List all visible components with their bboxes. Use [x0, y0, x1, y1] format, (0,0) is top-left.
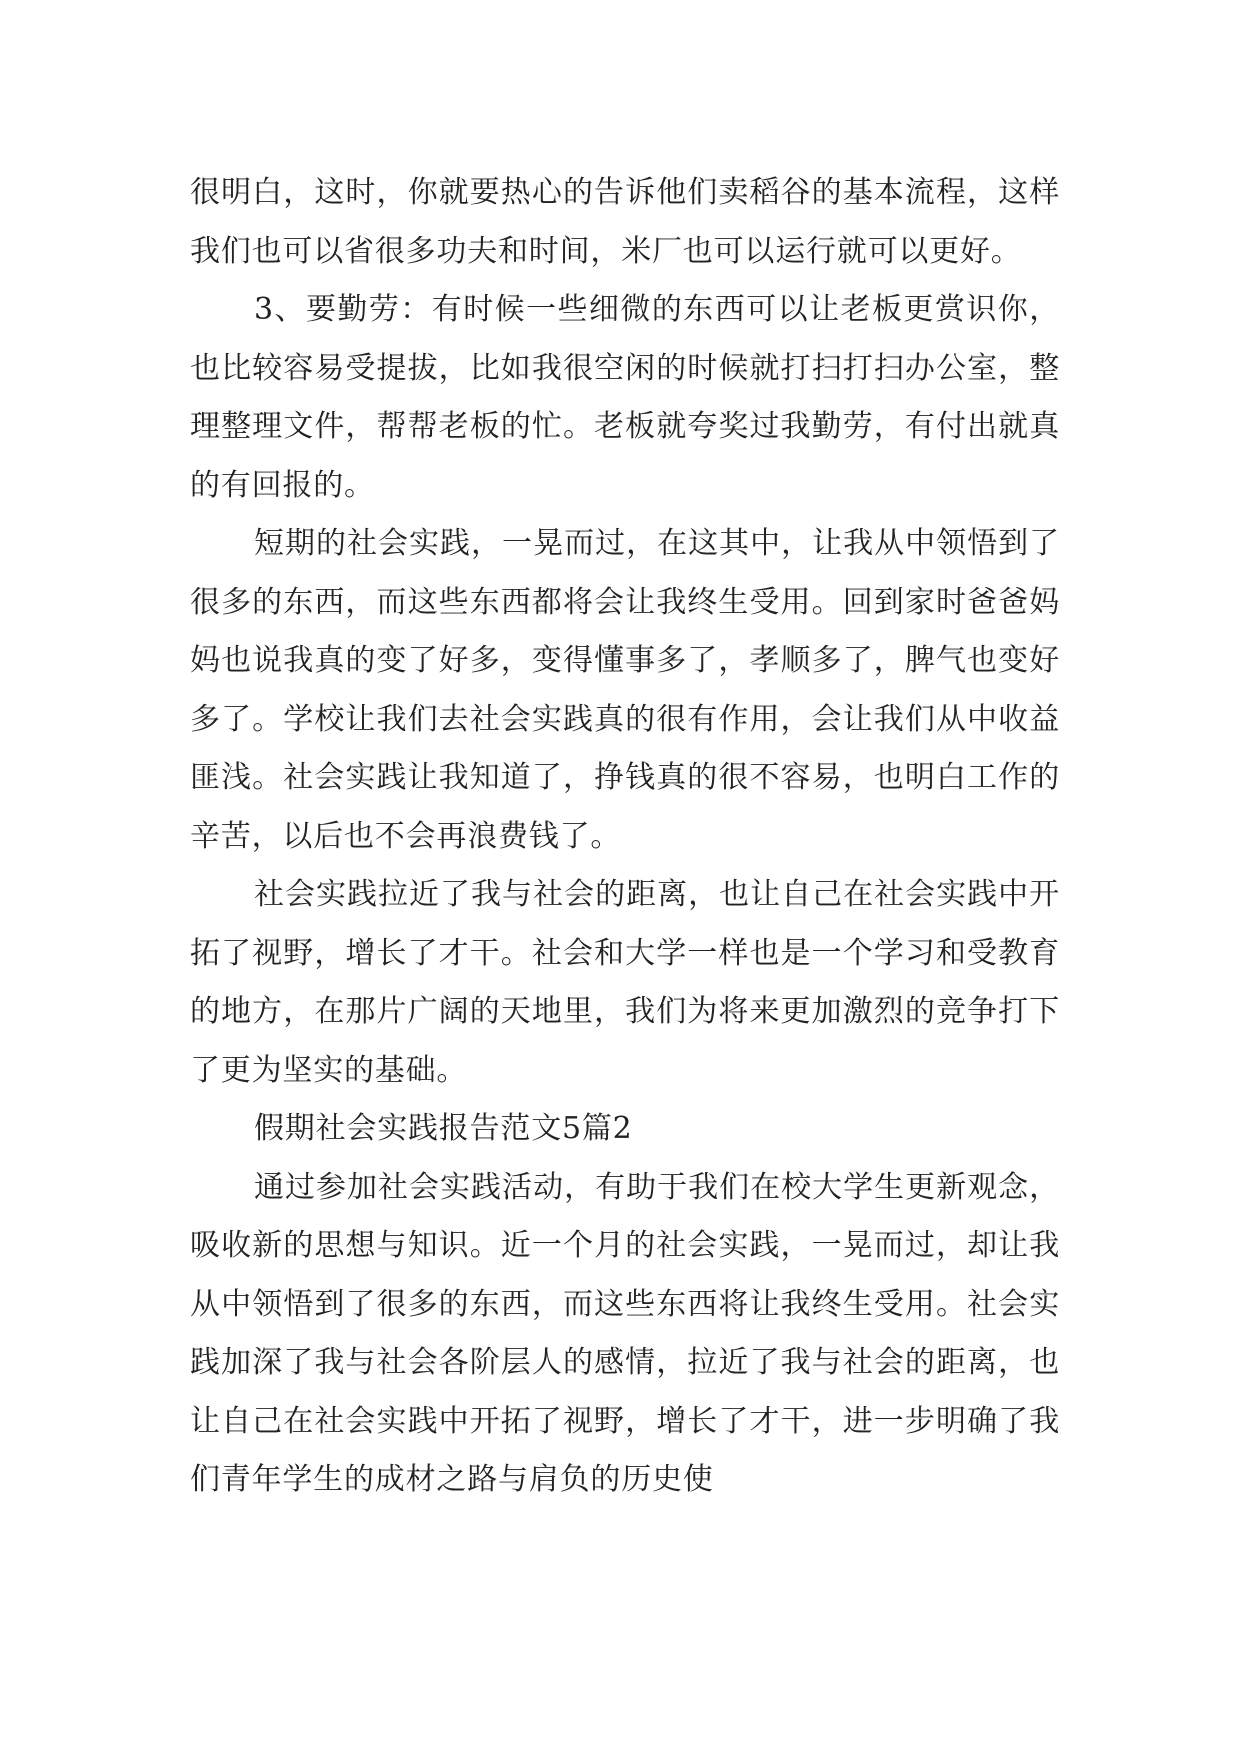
paragraph-continuation: 很明白，这时，你就要热心的告诉他们卖稻谷的基本流程，这样我们也可以省很多功夫和时间，米厂也可以运行就可以更好。	[190, 175, 1060, 269]
paragraph-diligence: 3、要勤劳：有时候一些细微的东西可以让老板更赏识你，也比较容易受提拔，比如我很空闲的时候就打扫打扫办公室，整理整理文件，帮帮老板的忙。老板就夸奖过我勤劳，有付出就真的有回报的。	[190, 292, 1060, 503]
paragraph-social-distance: 社会实践拉近了我与社会的距离，也让自己在社会实践中开拓了视野，增长了才干。社会和大学一样也是一个学习和受教育的地方，在那片广阔的天地里，我们为将来更加激烈的竞争打下了更为坚实的基础。	[190, 877, 1060, 1088]
paragraph-short-practice: 短期的社会实践，一晃而过，在这其中，让我从中领悟到了很多的东西，而这些东西都将会让我终生受用。回到家时爸爸妈妈也说我真的变了好多，变得懂事多了，孝顺多了，脾气也变好多了。学校让我们去社会实践真的很有作用，会让我们从中收益匪浅。社会实践让我知道了，挣钱真的很不容易，也明白工作的辛苦，以后也不会再浪费钱了。	[190, 526, 1060, 854]
paragraph-activities: 通过参加社会实践活动，有助于我们在校大学生更新观念，吸收新的思想与知识。近一个月的社会实践，一晃而过，却让我从中领悟到了很多的东西，而这些东西将让我终生受用。社会实践加深了我与社会各阶层人的感情，拉近了我与社会的距离，也让自己在社会实践中开拓了视野，增长了才干，进一步明确了我们青年学生的成材之路与肩负的历史使	[190, 1169, 1060, 1497]
document-body	[190, 164, 1060, 1510]
section-heading: 假期社会实践报告范文5篇2	[254, 1111, 633, 1146]
